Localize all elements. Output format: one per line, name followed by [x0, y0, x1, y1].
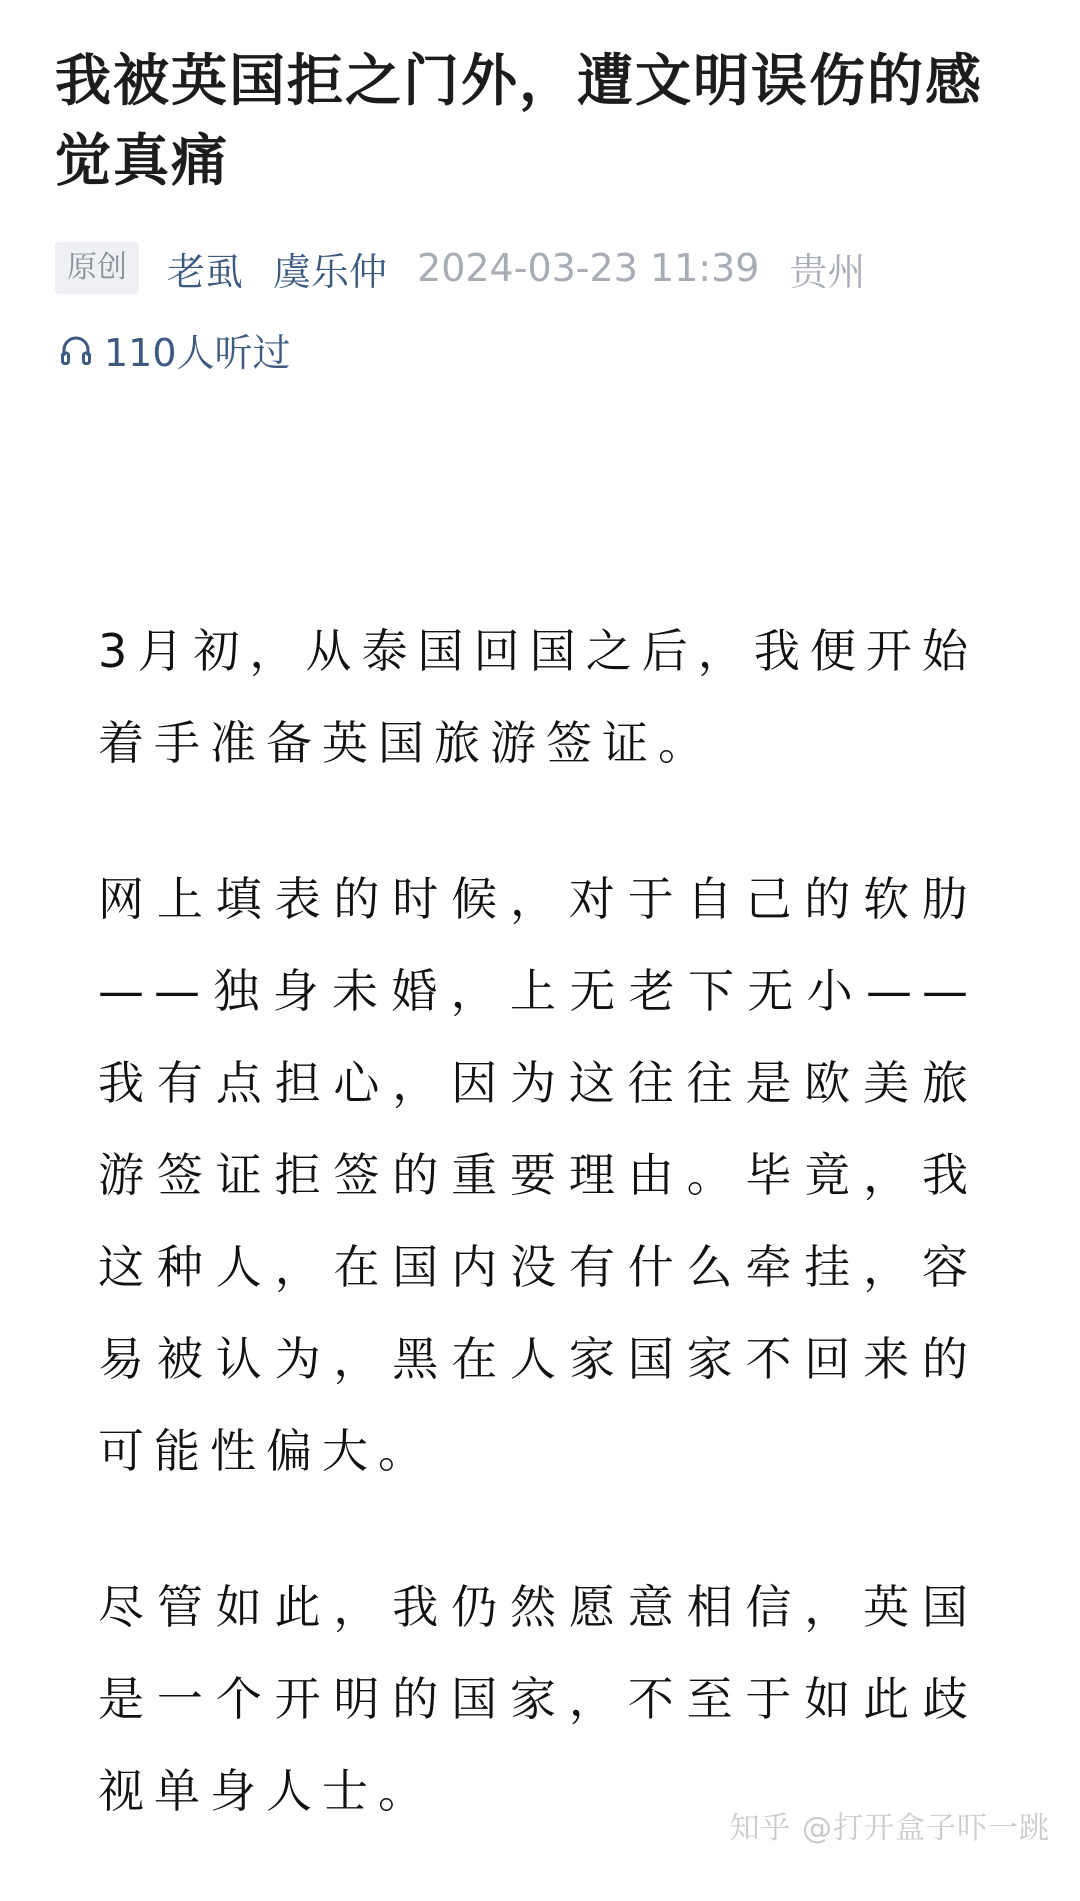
- publish-date: 2024-03-23 11:39: [417, 246, 760, 290]
- article-title: 我被英国拒之门外，遭文明误伤的感觉真痛: [55, 49, 983, 194]
- paragraph-1: 3月初，从泰国回国之后，我便开始着手准备英国旅游签证。: [98, 624, 978, 770]
- zhihu-watermark: 知乎 @打开盒子吓一跳: [729, 1811, 1050, 1846]
- headphones-icon: [58, 332, 94, 368]
- publish-location: 贵州: [789, 249, 866, 294]
- author-link-1[interactable]: 老虱: [167, 249, 244, 294]
- original-badge: 原创: [55, 242, 139, 294]
- paragraph-2: 网上填表的时候，对于自己的软肋——独身未婚，上无老下无小——我有点担心，因为这往往是欧美旅游签证拒签的重要理由。毕竟，我这种人，在国内没有什么牵挂，容易被认为，黑在人家国家不回来的可能性偏大。: [98, 872, 978, 1478]
- article-body: [98, 605, 978, 1901]
- listen-count-button[interactable]: [58, 322, 291, 377]
- author-link-2[interactable]: 虞乐仲: [273, 249, 388, 294]
- article-meta: [55, 240, 895, 296]
- paragraph-3: 尽管如此，我仍然愿意相信，英国是一个开明的国家，不至于如此歧视单身人士。: [98, 1580, 978, 1818]
- listen-count: 110人听过: [104, 331, 291, 375]
